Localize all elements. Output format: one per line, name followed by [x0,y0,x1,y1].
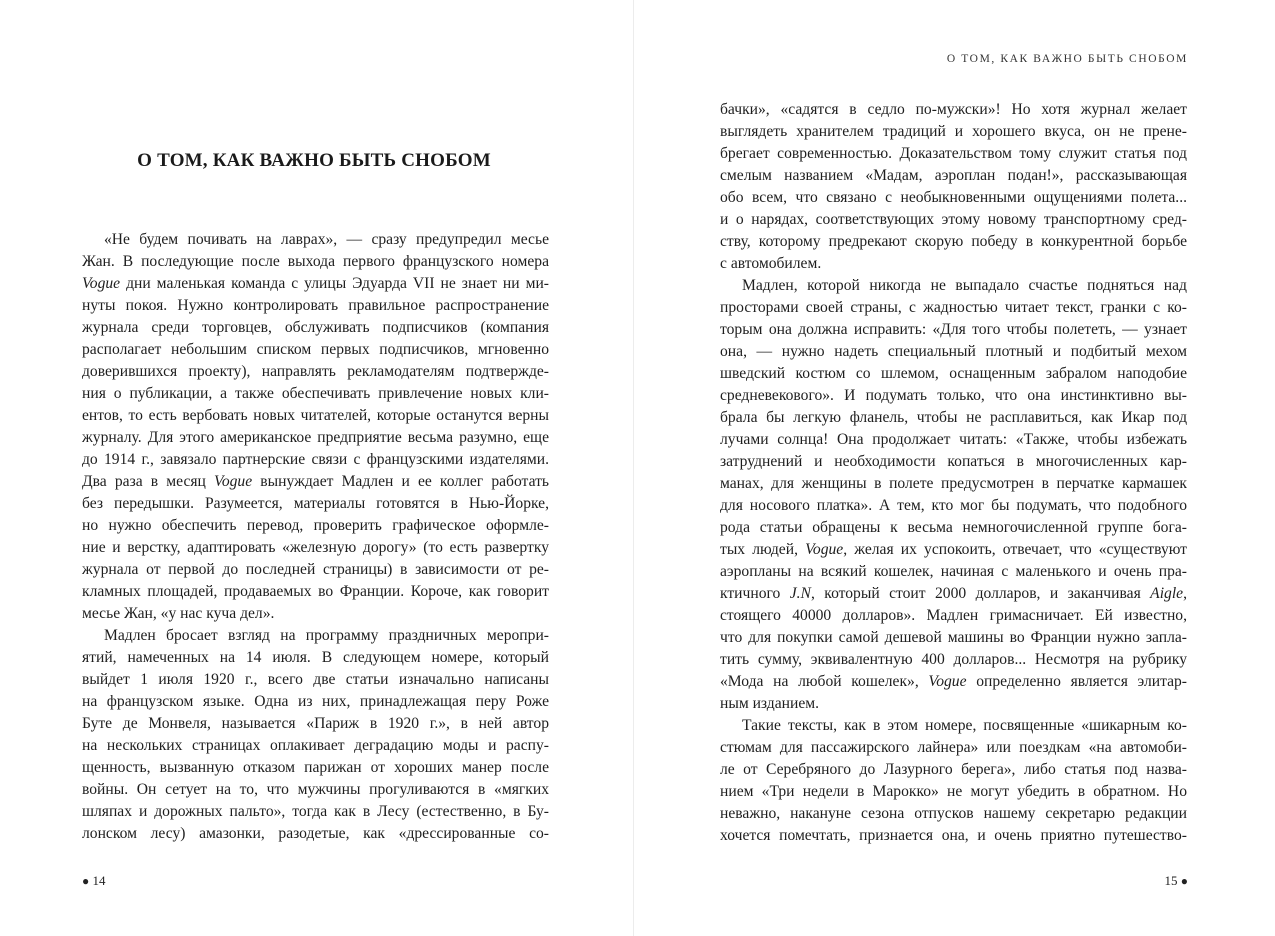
text-line: лучами солнца! Она продолжает читать: «Также, чтобы избежать [720,431,1187,448]
text-line: рода статьи обращены к весьма немногочисленной группе бога- [720,519,1187,536]
text-line: манах, для женщины в полете предусмотрен в перчатке кармашек [720,475,1187,492]
text-line: на французском языке. Одна из них, принадлежащая перу Роже [82,693,549,710]
text-line: ле от Серебряного до Лазурного берега», либо статья под назва- [720,761,1187,778]
text-line: Жан. В последующие после выхода первого французского номера [82,253,549,270]
text-line: журнала от первой до последней страницы) в зависимости от ре- [82,561,549,578]
text-line: на нескольких страницах оплакивает деградацию моды и распу- [82,737,549,754]
text-line: торым она должна исправить: «Для того чтобы полететь, — узнает [720,321,1187,338]
text-line: журнала среди торговцев, обслуживать подписчиков (компания [82,319,549,336]
text-line: и о нарядах, соответствующих этому новому транспортному сред- [720,211,1187,228]
text-line: тить сумму, эквивалентную 400 долларов... Несмотря на рубрику [720,651,1187,668]
text-line: смелым названием «Мадам, аэроплан подан!», рассказывающая [720,167,1187,184]
text-line: Мадлен бросает взгляд на программу праздничных меропри- [104,627,549,644]
text-line: просторами своей страны, с жадностью читает текст, гранки с ко- [720,299,1187,316]
text-line: Vogue дни маленькая команда с улицы Эдуарда VII не знает ни ми- [82,275,549,292]
text-line: Такие тексты, как в этом номере, посвященные «шикарным ко- [742,717,1187,734]
italic-term: Vogue [82,275,121,292]
bullet-icon: ● [1180,874,1188,888]
italic-term: J.N [789,585,811,602]
text-line: выйдет 1 июля 1920 г., всего две статьи изначально написаны [82,671,549,688]
text-line: ния о публикации, а также обеспечивать привлечение новых кли- [82,385,549,402]
text-line: до 1914 г., завязало партнерские связи с французскими издателями. [82,451,549,468]
text-line: затруднений и необходимости копаться в многочисленных кар- [720,453,1187,470]
page-number-right [1165,873,1189,889]
italic-term: Vogue [805,541,844,558]
text-line: шляпах и дорожных пальто», тогда как в Лесу (естественно, в Бу- [82,803,549,820]
text-line: выглядеть хранителем традиций и хорошего вкуса, он не прене- [720,123,1187,140]
text-line: без передышки. Разумеется, материалы готовятся в Нью-Йорке, [82,495,549,512]
text-line: что для покупки самой дешевой машины во Франции нужно запла- [720,629,1187,646]
bullet-icon: ● [82,874,90,888]
text-line: средневекового». И подумать только, что она инстинктивно вы- [720,387,1187,404]
text-line: она, — нужно надеть специальный плотный и подбитый мехом [720,343,1187,360]
running-head: О ТОМ, КАК ВАЖНО БЫТЬ СНОБОМ [946,53,1188,65]
text-line: брегает современностью. Доказательством тому служит статья под [720,145,1187,162]
text-line: но нужно обеспечить перевод, проверить графическое оформле- [82,517,549,534]
text-line: щенность, вызванную отказом парижан от хороших манер после [82,759,549,776]
text-line: лонском лесу) амазонки, разодетые, как «дрессированные со- [82,825,549,842]
italic-term: Aigle [1150,585,1184,602]
text-line: неважно, накануне сезона отпусков нашему секретарю редакции [720,805,1187,822]
text-line: для носового платка». А тем, кто мог бы подумать, что подобного [720,497,1187,514]
text-line: хочется помечтать, признается она, и очень приятно путешество- [720,827,1187,844]
page-number: 15 [1164,873,1178,888]
text-line: ние и верстку, адаптировать «железную дорогу» (то есть развертку [82,539,549,556]
text-line: ству, которому предрекают скорую победу в конкурентной борьбе [720,233,1187,250]
text-line: брала бы легкую фланель, чтобы не расплавиться, как Икар под [720,409,1187,426]
text-line: Буте де Монвеля, называется «Париж в 1920 г.», в ней автор [82,715,549,732]
text-line: доверившихся проекту), направлять рекламодателям подтвержде- [82,363,549,380]
text-line: обо всем, что связано с необыкновенными ощущениями полета... [720,189,1187,206]
text-line: стюмам для пассажирского лайнера» или поездкам «на автомоби- [720,739,1187,756]
text-line: Мадлен, которой никогда не выпадало счастье подняться над [742,277,1187,294]
text-line: Два раза в месяц Vogue вынуждает Мадлен и ее коллег работать [82,473,550,490]
text-line: нием «Три недели в Марокко» не могут убедить в обратном. Но [720,783,1187,800]
right-page [634,0,1275,936]
text-line: ным изданием. [720,695,820,712]
right-body-text [720,99,1187,847]
text-line: войны. Он сетует на то, что мужчины прогуливаются в «мягких [82,781,549,798]
left-page [0,0,633,936]
text-line: тых людей, Vogue, желая их успокоить, отвечает, что «существуют [720,541,1187,558]
page-number: 14 [92,873,106,888]
page-number-left [82,873,106,889]
text-line: с автомобилем. [720,255,822,272]
text-line: месье Жан, «у нас куча дел». [82,605,275,622]
text-line: ятий, намеченных на 14 июля. В следующем номере, который [82,649,549,666]
text-line: стоящего 40000 долларов». Мадлен гримасничает. Ей известно, [720,607,1187,624]
text-line: шведский костюм со шлемом, оснащенным забралом наподобие [720,365,1187,382]
text-line: нуты покоя. Нужно контролировать правильное распространение [82,297,549,314]
text-line: «Не будем почивать на лаврах», — сразу предупредил месье [104,231,549,248]
text-line: располагает небольшим списком первых подписчиков, мгновенно [82,341,549,358]
text-line: бачки», «садятся в седло по-мужски»! Но хотя журнал желает [720,101,1187,118]
text-line: ктичного J.N, который стоит 2000 долларов, и заканчивая Aigle, [720,585,1187,602]
text-line: журналу. Для этого американское предприятие весьма разумно, еще [82,429,549,446]
italic-term: Vogue [214,473,253,490]
text-line: ентов, то есть вербовать новых читателей, которые останутся верны [82,407,549,424]
chapter-title: О ТОМ, КАК ВАЖНО БЫТЬ СНОБОМ [137,150,491,171]
text-line: аэропланы на всякий кошелек, начиная с маленького и очень пра- [720,563,1187,580]
left-body-text [82,229,549,845]
italic-term: Vogue [928,673,967,690]
text-line: кламных площадей, продаваемых во Франции. Короче, как говорит [82,583,549,600]
text-line: «Мода на любой кошелек», Vogue определенно является элитар- [720,673,1188,690]
